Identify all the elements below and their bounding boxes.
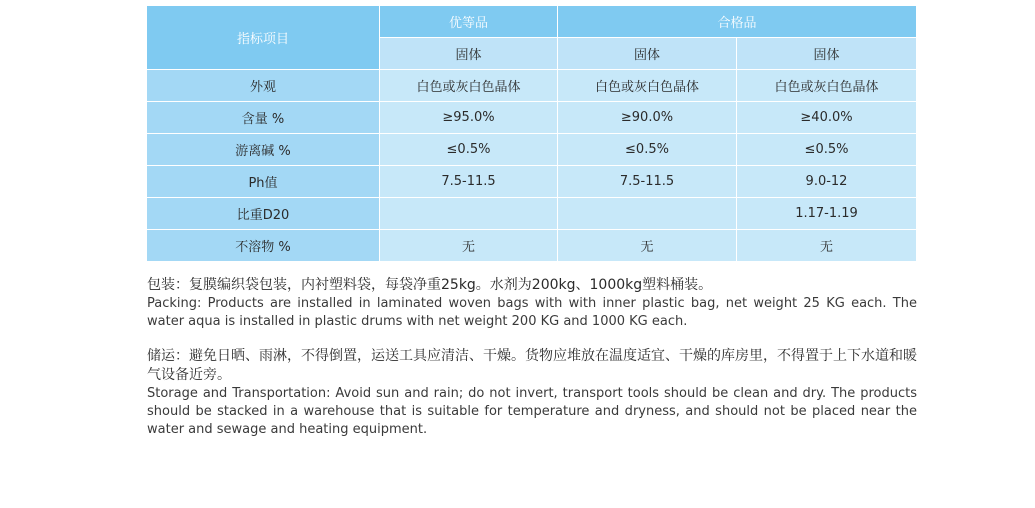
row-value: ≤0.5% xyxy=(558,134,737,166)
row-value xyxy=(558,198,737,230)
row-value xyxy=(380,198,558,230)
row-value: ≥90.0% xyxy=(558,102,737,134)
row-value: 无 xyxy=(380,230,558,262)
row-value: 白色或灰白色晶体 xyxy=(380,70,558,102)
row-label: 外观 xyxy=(147,70,380,102)
table-row xyxy=(147,70,916,102)
row-value: ≤0.5% xyxy=(737,134,916,166)
table-row xyxy=(147,230,916,262)
header-grade-premium: 优等品 xyxy=(380,6,558,38)
row-value: 白色或灰白色晶体 xyxy=(737,70,916,102)
header-form-3: 固体 xyxy=(737,38,916,70)
row-label: 比重D20 xyxy=(147,198,380,230)
row-value: 无 xyxy=(558,230,737,262)
table-row xyxy=(147,102,916,134)
header-form-2: 固体 xyxy=(558,38,737,70)
row-label: 含量 % xyxy=(147,102,380,134)
row-label: Ph值 xyxy=(147,166,380,198)
row-value: 白色或灰白色晶体 xyxy=(558,70,737,102)
row-value: 9.0-12 xyxy=(737,166,916,198)
table-row xyxy=(147,134,916,166)
row-value: 1.17-1.19 xyxy=(737,198,916,230)
packing-text-zh: 包装：复膜编织袋包装，内衬塑料袋，每袋净重25kg。水剂为200kg、1000kg塑料桶装。 xyxy=(147,277,713,293)
row-value: ≤0.5% xyxy=(380,134,558,166)
table-row xyxy=(147,166,916,198)
row-label: 游离碱 % xyxy=(147,134,380,166)
header-form-1: 固体 xyxy=(380,38,558,70)
row-value: 7.5-11.5 xyxy=(558,166,737,198)
packing-note xyxy=(147,276,917,331)
header-grade-qualified: 合格品 xyxy=(558,6,916,38)
row-value: ≥95.0% xyxy=(380,102,558,134)
spec-table xyxy=(147,6,916,262)
table-row xyxy=(147,198,916,230)
storage-text-zh: 储运：避免日晒、雨淋，不得倒置，运送工具应清洁、干燥。货物应堆放在温度适宜、干燥的库房里，不得置于上下水道和暖气设备近旁。 xyxy=(147,348,917,383)
row-label: 不溶物 % xyxy=(147,230,380,262)
packing-text-en: Packing: Products are installed in laminated woven bags with with inner plastic bag, net weight 25 KG each. The water aqua is installed in plastic drums with net weight 200 KG and 1000 KG each. xyxy=(147,296,917,329)
table-header-row xyxy=(147,6,916,38)
storage-text-en: Storage and Transportation: Avoid sun and rain; do not invert, transport tools should be clean and dry. The products should be stacked in a warehouse that is suitable for temperature and dryness, and should not be placed near the water and sewage and heating equipment. xyxy=(147,386,917,437)
row-value: 7.5-11.5 xyxy=(380,166,558,198)
header-item-label: 指标项目 xyxy=(147,6,380,70)
row-value: ≥40.0% xyxy=(737,102,916,134)
storage-note xyxy=(147,347,917,439)
row-value: 无 xyxy=(737,230,916,262)
